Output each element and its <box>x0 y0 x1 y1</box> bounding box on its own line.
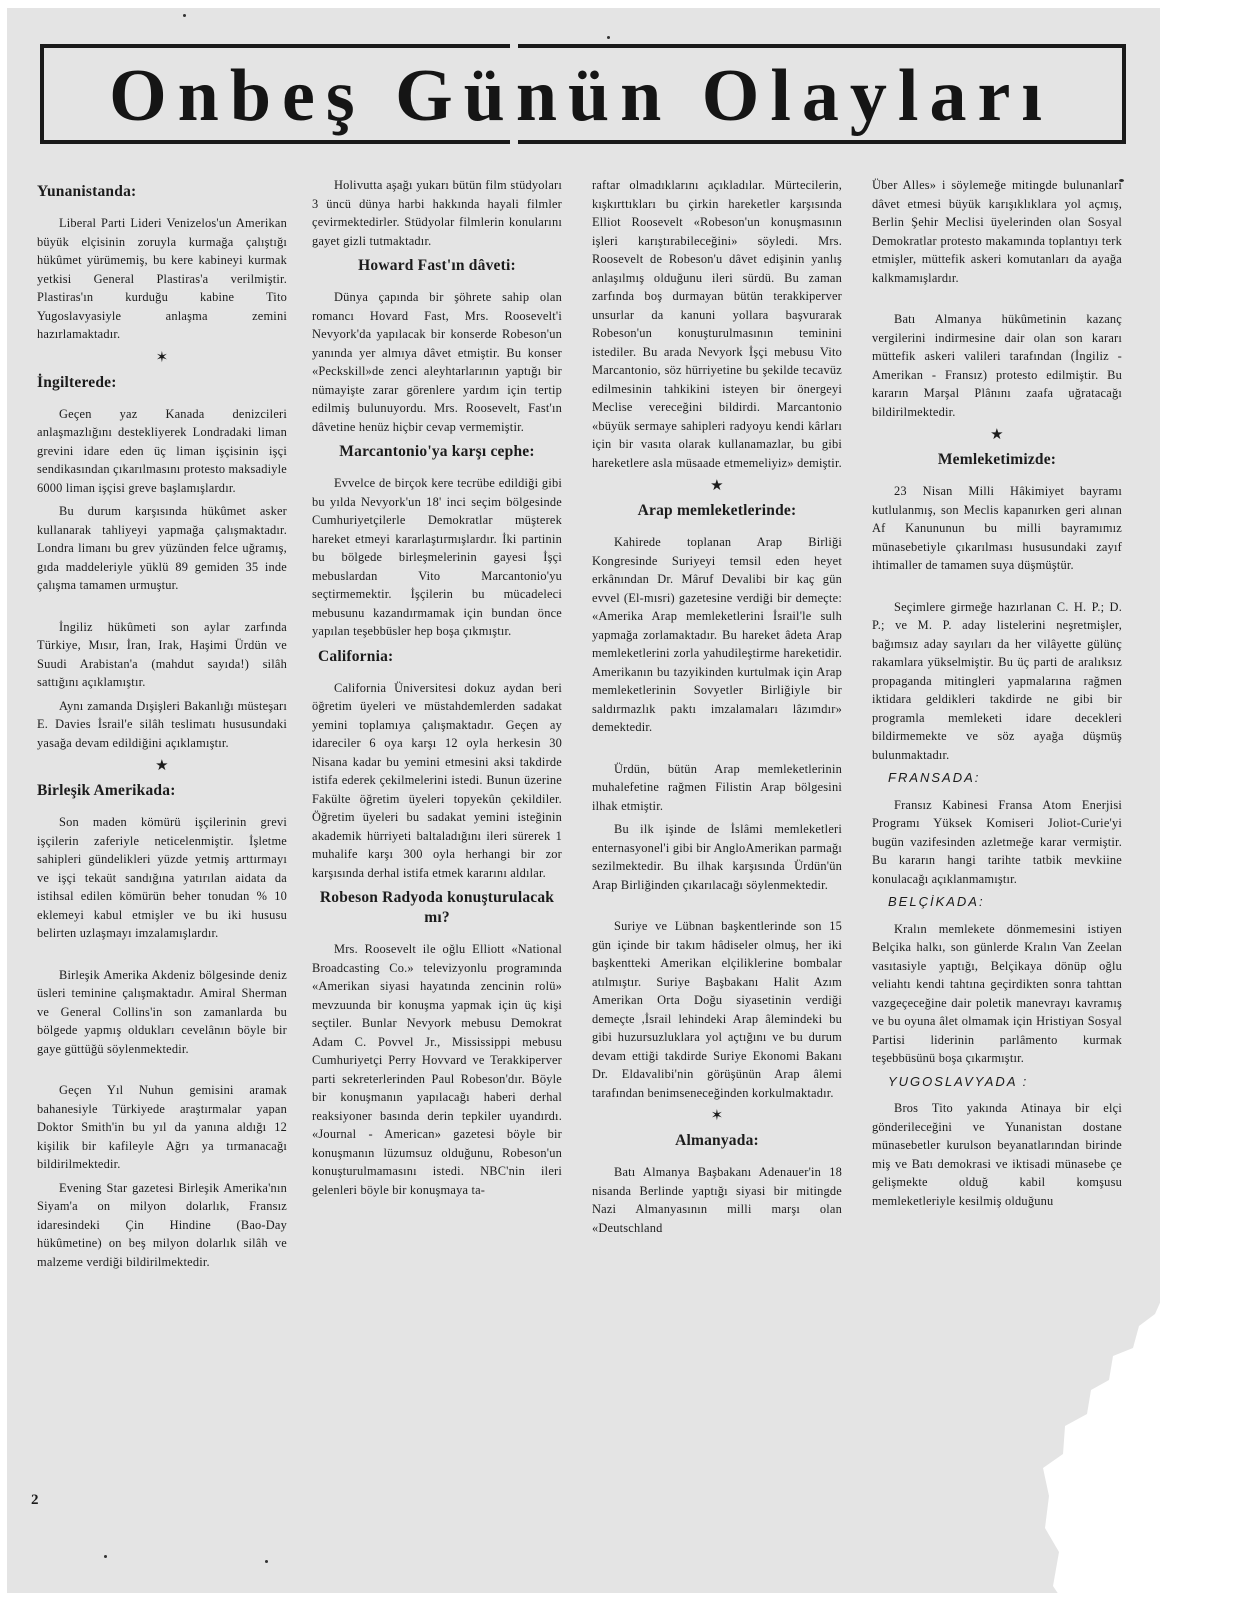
article-paragraph: Geçen yaz Kanada denizcileri anlaşmazlığını destekliyerek Londradaki liman grevini idare eden üç liman işçisinin işçi sendikasından çıkarılmasını protesto maksadiyle 6000 liman işçisi greve başlamışlardır. <box>37 406 287 495</box>
paragraph-gap <box>37 1063 287 1081</box>
article-paragraph: Bu ilk işinde de İslâmi memleketleri enternasyonel'i gibi bir AngloAmerikan parmağı sezilmektedir. Bu ilhak karşısında Ürdün'ün Arap Birliğinden çıkarılacağı söylenmektedir. <box>592 822 842 892</box>
country-subheading: BELÇİKADA: <box>888 894 985 909</box>
article-paragraph: Evening Star gazetesi Birleşik Amerika'nın Siyam'a on milyon dolarlık, Fransız idaresindeki Çin Hindine (Bao-Day hükûmetine) on beş milyon dolarlık silâh ve malzeme verdiği bildirilmektedir. <box>37 1180 287 1269</box>
ink-speck <box>607 36 610 39</box>
article-paragraph: raftar olmadıklarını açıkladılar. Mürtecilerin, kışkırttıkları bu çirkin hareketler karşısında Elliot Roosevelt «Robeson'un konuşmasının işleri karıştırabileceğini» söyledi. Mrs. Roosevelt de Robeson'u dâvet edişinin yanlış anlaşılmış olduğunu ileri sürdü. Bu zaman zarfında boş durmayan bütün terakkiperver unsurlar da kanuni yollara başvurarak Robeson'un konuşturulmasının teminini istediler. Bu arada Nevyork İşçi mebusu Vito Marcantonio, söz hürriyetine bu şekilde tecavüz edilmesinin tahkikini isteyen bir önergeyi Meclise vereceğini bildirdi. Marcantonio «büyük sermaye sahipleri radyoyu kendi kârları için bir vasıta olarak kullanamazlar, bu gibi hareketlere asla müsaade etmemeliyiz» demiştir. <box>592 178 842 470</box>
paragraph-gap <box>37 948 287 966</box>
article-paragraph: California Üniversitesi dokuz aydan beri öğretim üyeleri ve müstahdemlerden sadakat yemini toplamıya çalışmaktadır. Geçen ay idareciler 6 oya karşı 12 oyla herkesin 30 Nisana kadar bu yemini etmesini aksi takdirde istifa ederek çekilmelerini istedi. Bunun üzerine Fakülte öğretim üyeleri topyekûn çekildiler. Öğretim üyeleri bu sadakat yemini isteğinin akademik hürriyeti baltaladığını ileri sürerek 1 muhalife karşı 300 oyla herhangi bir zor karşısında derhal istifa etmek kararını aldılar. <box>312 680 562 880</box>
article-paragraph: Birleşik Amerika Akdeniz bölgesinde deniz üsleri teminine çalışmaktadır. Amiral Sherman ve General Collins'in son zamanlarda bu bölgede yapmış oldukları cevelânın böyle bir gaye güttüğü söylenmektedir. <box>37 967 287 1056</box>
star-separator-icon: ★ <box>710 478 724 494</box>
paragraph-gap <box>592 899 842 917</box>
country-subheading: YUGOSLAVYADA : <box>888 1073 1029 1089</box>
paragraph-gap <box>37 600 287 618</box>
article-paragraph: Liberal Parti Lideri Venizelos'un Amerikan büyük elçisinin zoruyla kurmağa çalıştığı hükûmet yürümemiş, bu kere kabineyi kurmak yetkisi General Plastiras'a verilmiştir. Plastiras'ın kurduğu kabine Tito Yugoslavyasiyle anlaşma zemini hazırlamaktadır. <box>37 216 287 341</box>
masthead-rule-bottom-right <box>518 140 1122 144</box>
article-paragraph: Fransız Kabinesi Fransa Atom Enerjisi Programı Yüksek Komiseri Joliot-Curie'yi bugün vazifesinden azletmeğe karar vermiştir. Bu kararın hangi tarihte tatbik mevkiine konulacağı açıklanmamıştır. <box>872 797 1122 886</box>
section-heading: Howard Fast'ın dâveti: <box>358 257 516 274</box>
article-paragraph: Ürdün, bütün Arap memleketlerinin muhalefetine rağmen Filistin Arap bölgesini ilhak etmiştir. <box>592 761 842 813</box>
article-paragraph: Kralın memlekete dönmemesini istiyen Belçika halkı, son günlerde Kralın Van Zeelan vasıtasiyle yaptığı, Belçikaya dönüp oğlu veliahtı kendi tahtına geçirdikten sonra tahttan vazgeçeceğine dair poletik manevrayı kavramış ve bu oyuna âlet olmamak için Hristiyan Sosyal Partisi liderinin parlâmento kurmak teşebbüsünü boşa çıkarmıştır. <box>872 921 1122 1065</box>
article-paragraph: Seçimlere girmeğe hazırlanan C. H. P.; D. P.; ve M. P. aday listelerini neşretmişler, bağımsız aday sayıları da her vilâyette gülünç rakamlara yükselmiştir. Bu üç parti de aralıksız propaganda mitingleri yapmalarına rağmen iktidara geldikleri takdirde ne gibi bir programla memleketi idare decekleri bildirmemekte ve söz ayağa düşmüş bulunmaktadır. <box>872 599 1122 762</box>
torn-corner <box>1043 1296 1236 1616</box>
article-paragraph: Batı Almanya hükûmetinin kazanç vergilerini indirmesine dair olan son kararı müttefik askeri valileri tarafından (İngiliz - Amerikan - Fransız) protesto edilmiştir. Bu kararın Marşal Plânını zaafa uğratacağı bildirilmektedir. <box>872 312 1122 419</box>
page-title: Onbeş Günün Olayları <box>109 55 1053 137</box>
masthead-rule-bottom-left <box>40 140 510 144</box>
section-heading: İngilterede: <box>37 373 117 391</box>
column-1 <box>37 176 287 1276</box>
star-separator-icon: ✶ <box>155 349 169 366</box>
article-paragraph: Son maden kömürü işçilerinin grevi işçilerin zaferiyle neticelenmiştir. İşletme sahipleri gündelikleri yüzde yetmiş arttırmayı ve işçi tekaüt sandığına yatırılan aidata da istihsal edilen kömürün beher tonudan % 10 eklemeyi kabul etmişler ve bu iki hususu belirten uzlaşmayı imzalamışlardır. <box>37 815 287 940</box>
section-heading: Memleketimizde: <box>937 451 1057 468</box>
section-heading: Robeson Radyoda konuşturulacak mı? <box>319 889 555 926</box>
ink-speck <box>104 1555 107 1558</box>
article-paragraph: İngiliz hükûmeti son aylar zarfında Türkiye, Mısır, İran, Irak, Haşimi Ürdün ve Suudi Arabistan'a (mahdut sayıda!) silâh sattığını açıklamıştır. <box>37 619 287 689</box>
page-number: 2 <box>31 1492 39 1508</box>
article-paragraph: Evvelce de birçok kere tecrübe edildiği gibi bu yılda Nevyork'un 18' inci seçim bölgesinde Cumhuriyetçilerle Demokratlar müşterek hareket etmeyi kararlaştırmışlardır. İki partinin bu bölgede birleşmelerinin gayesi İşçi mebuslardan Vito Marcantonio'yu seçtirmemektir. İşçilerin bu mücadeleci mebusunu kazandırmamak için bundan önce yapılan teşebbüsler hep boşa çıkmıştır. <box>312 476 562 638</box>
article-paragraph: Batı Almanya Başbakanı Adenauer'in 18 nisanda Berlinde yaptığı siyasi bir mitingde Nazi Almanyasının milli marşı olan «Deutschland <box>592 1165 842 1235</box>
article-paragraph: Über Alles» i söylemeğe mitingde bulunanları dâvet etmesi büyük karışıklıklara yol açmış, Berlin Şehir Meclisi üyelerinden olan Sosyal Demokratlar protesto makamında toplantıyı terk etmişler, müttefik askeri komutanları da ayağa kalkmamışlardır. <box>872 178 1122 285</box>
star-separator-icon: ★ <box>155 758 169 774</box>
section-heading: Birleşik Amerikada: <box>37 782 176 799</box>
article-paragraph: Kahirede toplanan Arap Birliği Kongresinde Suriyeyi temsil eden heyet erkânından Dr. Mâruf Devalibi bir kaç gün evvel (El-mısri) gazetesine verdiği bir demeçte: «Amerika Arap memleketlerini İsrail'le sulh yapmağa zorlamaktadır. Bu hareket âdeta Arap memleketlerini zorla yahudileştirme hareketidir. Amerikanın bu tazyikinden kurtulmak için Arap memleketlerinin Sovyetler Birliğiyle bir saldırmazlık paktı imzalamaları lâzımdır» demektedir. <box>592 535 842 734</box>
country-subheading: FRANSADA: <box>888 770 981 785</box>
article-paragraph: Dünya çapında bir şöhrete sahip olan romancı Hovard Fast, Mrs. Roosevelt'i Nevyork'da yapılacak bir konserde Robeson'un yanında yer almıya dâvet etmiştir. Bu konser «Peckskill»de zenci aleyhtarlarının yaptığı bir nümayişte zarar görenlere yardım için tertip edilmiş bulunuyordu. Mrs. Roosevelt, Fast'ın dâvetine henüz hiçbir cevap vermemiştir. <box>312 290 562 434</box>
article-paragraph: Bros Tito yakında Atinaya bir elçi gönderileceğini ve Yunanistan dostane münasebetler kurulson beyanatlarından birinde miş ve Batı demokrasi ve iktisadi münasebe çe gelişmekte olduğ kabil komşusu memleketleriyle kesilmiş olduğunu <box>872 1101 1122 1208</box>
article-paragraph: Holivutta aşağı yukarı bütün film stüdyoları 3 üncü dünya harbi hakkında hayali filmler çevirmektedirler. Stüdyolar filmlerin konularını gayet gizli tutmaktadır. <box>312 178 562 248</box>
article-paragraph: Suriye ve Lübnan başkentlerinde son 15 gün içinde bir takım hâdiseler olmuş, her iki başkentteki Amerikan elçiliklerine bombalar atılmıştır. Suriye Başbakanı Halit Azım Amerikan Orta Doğu siyasetinin verdiği demeçte ,İsrail lehindeki Arap âlemindeki bu gibi huzursuzluklara yol açtığını ve bu durum devam ettiği takdirde Suriye Ekonomi Bakanı Dr. Eldavalibi'nin görüşünün Arap âlemi tarafından benimseneceğinden korkulmaktadır. <box>592 919 842 1100</box>
article-paragraph: Bu durum karşısında hükûmet asker kullanarak tahliyeyi yapmağa çalışmaktadır. Londra limanı bu grev yüzünden felce uğramış, gıda maddeleriyle yüklü 89 gemiden 35 inde çalışma tamamen urmuştur. <box>37 504 287 592</box>
paragraph-gap <box>592 742 842 760</box>
section-heading: Yunanistanda: <box>37 183 137 200</box>
article-paragraph: Geçen Yıl Nuhun gemisini aramak bahanesiyle Türkiyede araştırmalar yapan Doktor Smith'in bu yıl da yanına aldığı 12 kişilik bir kafileyle Ağrı ya tırmanacağı bildirilmektedir. <box>37 1083 287 1171</box>
article-paragraph: Aynı zamanda Dışişleri Bakanlığı müsteşarı E. Davies İsrail'e silâh teslimatı hususundaki yasağa devam edildiğini açıklamıştır. <box>37 698 287 750</box>
column-2 <box>312 176 562 1204</box>
column-3 <box>592 176 842 1242</box>
column-4 <box>872 176 1122 1215</box>
section-heading: Marcantonio'ya karşı cephe: <box>339 443 535 460</box>
section-heading: California: <box>318 647 394 665</box>
section-heading: Arap memleketlerinde: <box>637 502 797 519</box>
section-heading: Almanyada: <box>675 1132 759 1149</box>
star-separator-icon: ✶ <box>710 1108 724 1124</box>
paragraph-gap <box>872 580 1122 598</box>
masthead-rule-top-right <box>518 44 1122 48</box>
article-paragraph: 23 Nisan Milli Hâkimiyet bayramı kutlulanmış, son Meclis kapanırken geri alınan Af Kanununun bu milli bayramımız münasebetiyle çıkarılması hususundaki zayıf ihtimaller de tamamen suya düşmüştür. <box>872 484 1122 572</box>
masthead-rule-top-left <box>40 44 510 48</box>
ink-speck <box>265 1560 268 1563</box>
article-paragraph: Mrs. Roosevelt ile oğlu Elliott «National Broadcasting Co.» televizyonlu programında «Amerikan siyasi hayatında zencinin rolü» mevzuunda bir konuşma yapmak için üç kişi seçtiler. Bunlar Nevyork mebusu Demokrat Adam C. Povvel Jr., Mississippi mebusu Cumhuriyetçi Perry Hovvard ve Terakkiperver parti sekreterlerinden Paul Robeson'dır. Böyle bir konuşmanın yapılacağı haberi derhal reaksiyoner basında derin tepkiler uyandırdı. «Journal - American» gazetesi böyle bir konuşmanın lüzumsuz olduğunu, Robeson'un konuşturulmamasını istedi. NBC'nin ileri gelenleri böyle bir konuşmaya ta- <box>312 942 562 1197</box>
star-separator-icon: ★ <box>990 427 1004 443</box>
ink-speck <box>183 14 186 17</box>
paragraph-gap <box>872 292 1122 310</box>
